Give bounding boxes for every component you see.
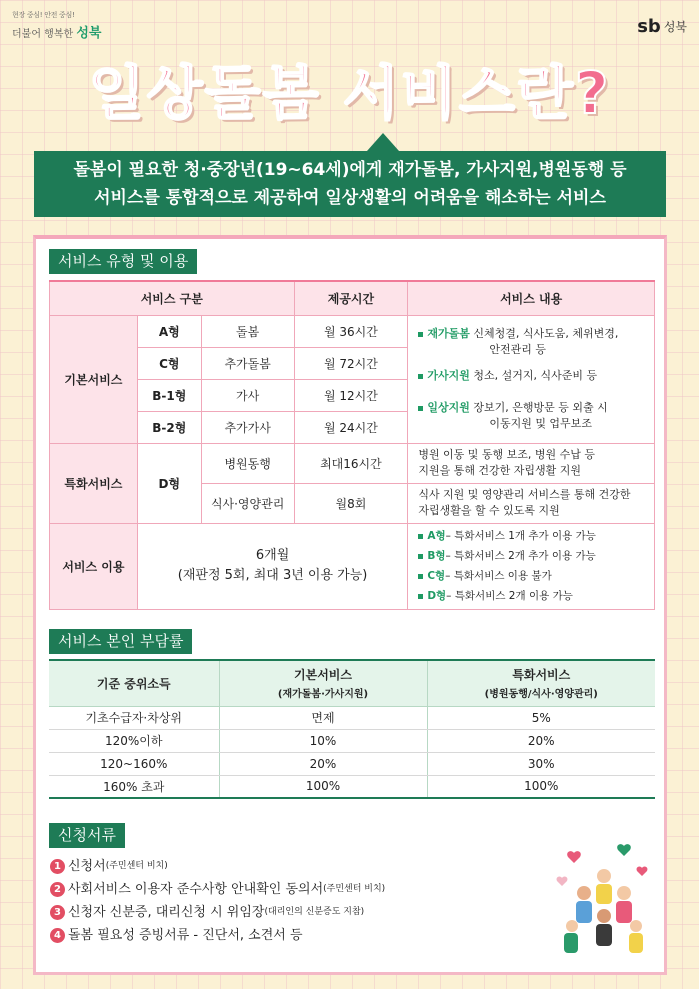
cell-income: 기초수급자·차상위 (49, 706, 219, 729)
sb-logo-mark: sb (637, 16, 661, 37)
logo-slogan: 현장 중심! 안전 중심! (12, 11, 75, 19)
number-badge-icon: 4 (50, 928, 65, 943)
content-text: 이동지원 및 업무보조 (489, 417, 592, 430)
doc-text: 돌봄 필요성 증빙서류 - 진단서, 소견서 등 (68, 928, 303, 943)
cell-special: 100% (427, 775, 655, 798)
usage-period-value: 6개월 (255, 548, 290, 563)
cell-special: 20% (427, 729, 655, 752)
cell-special: 5% (427, 706, 655, 729)
content-text: 청소, 설거지, 식사준비 등 (473, 369, 598, 382)
header-title: 기준 중위소득 (96, 676, 171, 691)
usage-rules (408, 523, 655, 609)
cell-basic: 면제 (219, 706, 427, 729)
header-title: 특화서비스 (512, 668, 571, 683)
content-card (33, 235, 667, 975)
header-title: 기본서비스 (294, 668, 352, 683)
list-item (50, 878, 385, 901)
cell-income: 120%이하 (49, 729, 219, 752)
name-housework: 가사 (201, 379, 294, 411)
rule-text: – 특화서비스 이용 불가 (445, 570, 552, 582)
bullet-icon (418, 534, 423, 539)
bullet-icon (418, 374, 423, 379)
rule-text: – 특화서비스 2개 추가 이용 가능 (445, 550, 596, 562)
list-item (50, 855, 385, 878)
sb-logo-text: 성북 (663, 20, 687, 34)
content-text: 장보기, 은행방문 등 외출 시 (473, 401, 608, 414)
table-row (49, 752, 655, 775)
intro-line-2: 서비스를 통합적으로 제공하여 일상생활의 어려움을 해소하는 서비스 (94, 188, 606, 208)
bullet-icon (418, 594, 423, 599)
cell-special: 30% (427, 752, 655, 775)
row-basic-service: 기본서비스 (50, 315, 138, 443)
intro-line-1: 돌봄이 필요한 청·중장년(19~64세)에게 재가돌봄, 가사지원,병원동행 등 (73, 160, 627, 180)
rule-text: – 특화서비스 1개 추가 이용 가능 (445, 530, 596, 542)
section-label-documents: 신청서류 (49, 823, 125, 848)
header-provided-time: 제공시간 (294, 281, 408, 315)
type-c: C형 (137, 347, 201, 379)
cell-income: 160% 초과 (49, 775, 219, 798)
usage-period (137, 523, 407, 609)
name-extra-housework: 추가가사 (201, 411, 294, 443)
type-a: A형 (137, 315, 201, 347)
rule-key: B형 (427, 550, 446, 562)
doc-text: 사회서비스 이용자 준수사항 안내확인 동의서 (68, 882, 324, 897)
content-key-daily-support: 일상지원 (427, 401, 470, 414)
rule-key: C형 (427, 570, 446, 582)
logo-brand (12, 22, 101, 41)
usage-period-note: (재판정 5회, 최대 3년 이용 가능) (177, 568, 368, 583)
doc-note: (대리인의 신분증도 지참) (264, 907, 365, 917)
bullet-icon (418, 406, 423, 411)
rule-text: – 특화서비스 2개 이용 가능 (446, 590, 573, 602)
section-label-service-types: 서비스 유형 및 이용 (49, 249, 197, 274)
header-basic (219, 660, 427, 706)
time-b2: 월 24시간 (294, 411, 408, 443)
content-text: 안전관리 등 (489, 343, 546, 356)
documents-list (50, 855, 385, 947)
type-d: D형 (137, 443, 201, 523)
section-label-copay: 서비스 본인 부담률 (49, 629, 192, 654)
cell-basic: 10% (219, 729, 427, 752)
doc-text: 신청서 (68, 859, 106, 874)
cell-basic: 100% (219, 775, 427, 798)
bullet-icon (418, 574, 423, 579)
header-income (49, 660, 219, 706)
desc-hospital (408, 443, 655, 483)
doc-note: (주민센터 비치) (323, 884, 386, 894)
doc-note: (주민센터 비치) (105, 861, 168, 871)
page-title: 일상돌봄 서비스란? (88, 59, 611, 127)
type-b2: B-2형 (137, 411, 201, 443)
table-row (49, 729, 655, 752)
time-c: 월 72시간 (294, 347, 408, 379)
time-b1: 월 12시간 (294, 379, 408, 411)
name-hospital: 병원동행 (201, 443, 294, 483)
content-key-housework: 가사지원 (427, 369, 470, 382)
desc-text: 지원을 통해 건강한 자립생활 지원 (418, 464, 582, 477)
cell-income: 120~160% (49, 752, 219, 775)
copay-table (49, 659, 655, 799)
name-care: 돌봄 (201, 315, 294, 347)
sb-logo (637, 16, 687, 37)
seongbuk-logo (12, 10, 101, 41)
table-row (49, 706, 655, 729)
rule-key: D형 (427, 590, 447, 602)
number-badge-icon: 3 (50, 905, 65, 920)
service-types-table (49, 280, 655, 610)
type-b1: B-1형 (137, 379, 201, 411)
name-extra-care: 추가돌봄 (201, 347, 294, 379)
time-hospital: 최대16시간 (294, 443, 408, 483)
header-sub: (병원동행/식사·영양관리) (484, 689, 598, 701)
list-item (50, 901, 385, 924)
desc-meal (408, 483, 655, 523)
intro-banner (34, 151, 666, 217)
doc-text: 신청자 신분증, 대리신청 시 위임장 (68, 905, 265, 920)
header-special (427, 660, 655, 706)
number-badge-icon: 2 (50, 882, 65, 897)
list-item (50, 924, 385, 947)
time-a: 월 36시간 (294, 315, 408, 347)
table-row (49, 775, 655, 798)
basic-service-content (408, 315, 655, 443)
desc-text: 병원 이동 및 동행 보조, 병원 수납 등 (418, 448, 596, 461)
bullet-icon (418, 554, 423, 559)
content-key-home-care: 재가돌봄 (427, 327, 470, 340)
row-special-service: 특화서비스 (50, 443, 138, 523)
rule-key: A형 (427, 530, 446, 542)
number-badge-icon: 1 (50, 859, 65, 874)
row-service-usage: 서비스 이용 (50, 523, 138, 609)
bullet-icon (418, 332, 423, 337)
content-text: 신체청결, 식사도움, 체위변경, (473, 327, 619, 340)
name-meal: 식사·영양관리 (201, 483, 294, 523)
cell-basic: 20% (219, 752, 427, 775)
time-meal: 월8회 (294, 483, 408, 523)
logo-brand-prefix: 더불어 행복한 (12, 29, 74, 40)
header-service-category: 서비스 구분 (50, 281, 295, 315)
logo-brand-city: 성북 (76, 26, 102, 41)
desc-text: 식사 지원 및 영양관리 서비스를 통해 건강한 (418, 488, 631, 501)
header-sub: (재가돌봄·가사지원) (277, 689, 369, 701)
header-service-content: 서비스 내용 (408, 281, 655, 315)
people-group-illustration (554, 838, 654, 958)
desc-text: 자립생활을 할 수 있도록 지원 (418, 504, 560, 517)
